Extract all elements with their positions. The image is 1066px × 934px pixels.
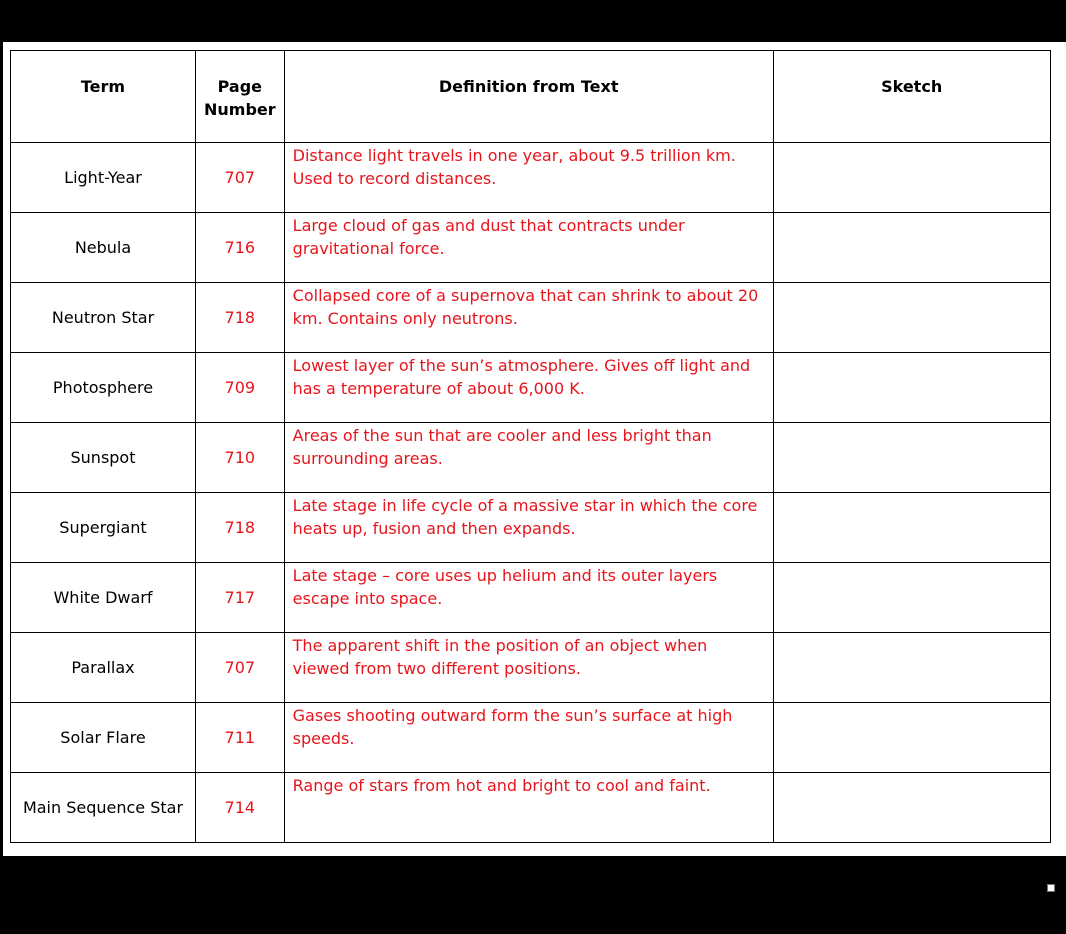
table-row (11, 773, 1051, 843)
term-cell: Parallax (11, 633, 196, 703)
page-number-cell: 717 (196, 563, 285, 633)
page-number-cell: 707 (196, 633, 285, 703)
header-term: Term (11, 51, 196, 143)
term-cell: Main Sequence Star (11, 773, 196, 843)
sketch-cell (773, 493, 1050, 563)
sketch-cell (773, 283, 1050, 353)
term-cell: Photosphere (11, 353, 196, 423)
term-cell: Solar Flare (11, 703, 196, 773)
sketch-cell (773, 353, 1050, 423)
definition-cell: Collapsed core of a supernova that can shrink to about 20 km. Contains only neutrons. (284, 283, 773, 353)
sketch-cell (773, 703, 1050, 773)
definition-cell: Late stage in life cycle of a massive star in which the core heats up, fusion and then expands. (284, 493, 773, 563)
page-number-cell: 718 (196, 493, 285, 563)
header-sketch: Sketch (773, 51, 1050, 143)
header-row (11, 51, 1051, 143)
table-row (11, 493, 1051, 563)
table-resize-handle[interactable] (1047, 884, 1055, 892)
table-row (11, 423, 1051, 493)
page-number-cell: 718 (196, 283, 285, 353)
term-cell: Neutron Star (11, 283, 196, 353)
document-sheet (3, 42, 1066, 856)
table-row (11, 633, 1051, 703)
term-cell: Supergiant (11, 493, 196, 563)
header-definition: Definition from Text (284, 51, 773, 143)
page-number-cell: 711 (196, 703, 285, 773)
table-row (11, 563, 1051, 633)
sketch-cell (773, 213, 1050, 283)
sketch-cell (773, 423, 1050, 493)
term-cell: Sunspot (11, 423, 196, 493)
sketch-cell (773, 563, 1050, 633)
sketch-cell (773, 633, 1050, 703)
table-row (11, 143, 1051, 213)
definition-cell: Late stage – core uses up helium and its outer layers escape into space. (284, 563, 773, 633)
page-number-cell: 709 (196, 353, 285, 423)
definition-cell: Large cloud of gas and dust that contracts under gravitational force. (284, 213, 773, 283)
page-number-cell: 707 (196, 143, 285, 213)
table-row (11, 213, 1051, 283)
definition-cell: The apparent shift in the position of an object when viewed from two different positions. (284, 633, 773, 703)
table-row (11, 353, 1051, 423)
term-cell: White Dwarf (11, 563, 196, 633)
definition-cell: Gases shooting outward form the sun’s surface at high speeds. (284, 703, 773, 773)
sketch-cell (773, 143, 1050, 213)
definition-cell: Distance light travels in one year, about 9.5 trillion km. Used to record distances. (284, 143, 773, 213)
sketch-cell (773, 773, 1050, 843)
page-number-cell: 716 (196, 213, 285, 283)
table-row (11, 703, 1051, 773)
definition-cell: Lowest layer of the sun’s atmosphere. Gives off light and has a temperature of about 6,000 K. (284, 353, 773, 423)
definition-cell: Range of stars from hot and bright to cool and faint. (284, 773, 773, 843)
page-number-cell: 714 (196, 773, 285, 843)
definition-cell: Areas of the sun that are cooler and less bright than surrounding areas. (284, 423, 773, 493)
page-number-cell: 710 (196, 423, 285, 493)
vocabulary-table (10, 50, 1051, 843)
term-cell: Light-Year (11, 143, 196, 213)
term-cell: Nebula (11, 213, 196, 283)
header-page-number: Page Number (196, 51, 285, 143)
table-row (11, 283, 1051, 353)
